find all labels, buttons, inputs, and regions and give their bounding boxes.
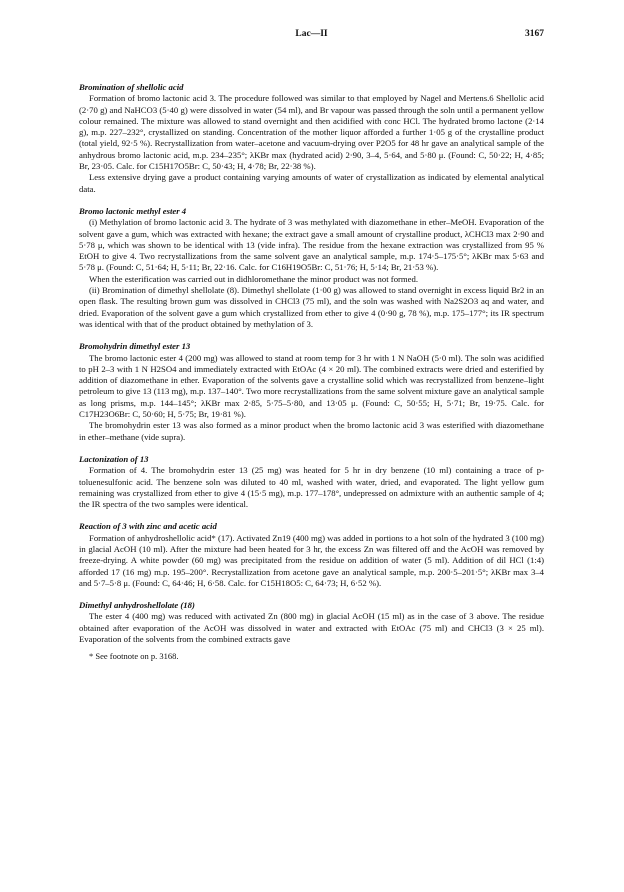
page-number: 3167: [525, 29, 544, 39]
running-header: [79, 29, 544, 41]
paragraph: (i) Methylation of bromo lactonic acid 3. The hydrate of 3 was methylated with diazomethane in ether–MeOH. Evaporation of the solvent gave a gum, which was extracted with hexane; the extract gave a small amount of crystalline product, λCHCl3 max 2·90 and 5·78 μ, which was shown to be identical with 13 (vide infra). The residue from the hexane extraction was crystallized from 95 % EtOH to give 4. Two recrystallizations from the same solvent gave an analytical sample, m.p. 174·5–175·5°; λKBr max 5·63 and 5·78 μ. (Found: C, 51·64; H, 5·11; Br, 22·16. Calc. for C16H19O5Br: C, 51·76; H, 5·14; Br, 21·53 %).: [79, 217, 544, 273]
section-heading: Dimethyl anhydroshellolate (18): [79, 600, 195, 611]
section-heading: Bromo lactonic methyl ester 4: [79, 205, 187, 216]
footnote: * See footnote on p. 3168.: [89, 651, 179, 662]
paragraph: The bromo lactonic ester 4 (200 mg) was allowed to stand at room temp for 3 hr with 1 N NaOH (5·0 ml). The soln was acidified to pH 2–3 with 1 N H2SO4 and immediately extracted with EtOAc (4 × 20 ml). The combined extracts were dried and esterified by addition of diazomethane in ether. Evaporation of the solvents gave a crystalline solid which was recrystallized from benzene–light petroleum to give 13 (113 mg), m.p. 137–140°. Two more recrystallizations from the same solvent mixture gave an analytical sample as long prisms, m.p. 144–145°; λKBr max 2·85, 5·75–5·80, and 13·05 μ. (Found: C, 50·55; H, 5·71; Br, 19·75. Calc. for C17H23O6Br: C, 50·60; H, 5·75; Br, 19·81 %).: [79, 352, 544, 420]
section-heading: Bromohydrin dimethyl ester 13: [79, 341, 191, 352]
paragraph: Less extensive drying gave a product containing varying amounts of water of crystallization as indicated by elemental analytical data.: [79, 172, 544, 194]
paragraph: Formation of anhydroshellolic acid* (17). Activated Zn19 (400 mg) was added in portions to a hot soln of the hydrated 3 (100 mg) in glacial AcOH (10 ml). After the mixture had been heated for 3 hr, the excess Zn was filtered off and the AcOH was removed by freeze-drying. A white powder (60 mg) was precipitated from the residue on addition of water (5 ml). Addition of dil HCl (1:4) afforded 17 (16 mg) m.p. 195–200°. Recrystallization from acetone gave an analytical sample, m.p. 200·5–201·5°; λKBr max 3–4 and 5·7–5·8 μ. (Found: C, 64·46; H, 6·58. Calc. for C15H18O5: C, 64·73; H, 6·52 %).: [79, 532, 544, 588]
section-heading: Reaction of 3 with zinc and acetic acid: [79, 521, 217, 532]
paragraph: The ester 4 (400 mg) was reduced with activated Zn (800 mg) in glacial AcOH (15 ml) as in the case of 3 above. The residue obtained after evaporation of the AcOH was dissolved in water and extracted with EtOAc (75 ml) and CHCl3 (3 × 25 ml). Evaporation of the solvents from the combined extracts gave: [79, 611, 544, 645]
paragraph: Formation of bromo lactonic acid 3. The procedure followed was similar to that employed by Nagel and Mertens.6 Shellolic acid (2·70 g) and NaHCO3 (5·40 g) were dissolved in water (54 ml), and Br vapour was passed through the soln until a permanent yellow colour remained. The mixture was allowed to stand overnight and then acidified with conc HCl. The hydrated bromo lactone (2·14 g), m.p. 227–232°, crystallized on standing. Concentration of the mother liquor afforded a further 1·05 g of the crystalline product (total yield, 92·5 %). Recrystallization from water–acetone and vacuum-drying over P2O5 for 48 hr gave an analytical sample of the anhydrous bromo lactonic acid, m.p. 234–235°; λKBr max (hydrated acid) 2·90, 3–4, 5·64, and 5·80 μ. (Found: C, 50·22; H, 4·85; Br, 23·05. Calc. for C15H17O5Br: C, 50·43; H, 4·78; Br, 22·38 %).: [79, 93, 544, 172]
paragraph: The bromohydrin ester 13 was also formed as a minor product when the bromo lactonic acid 3 was esterified with diazomethane in ether–methane (vide supra).: [79, 420, 544, 442]
article-body: [79, 82, 544, 663]
paragraph: When the esterification was carried out in didhloromethane the minor product was not formed.: [89, 273, 419, 284]
paragraph: Formation of 4. The bromohydrin ester 13 (25 mg) was heated for 5 hr in dry benzene (10 ml) containing a trace of p-toluenesulfonic acid. The benzene soln was diluted to 40 ml, washed with water, dried, and evaporated. The light yellow gum remaining was crystallized from ether to give 4 (15·5 mg), m.p. 177–178°, undepressed on admixture with an authentic sample of 4; the IR spectra of the two samples were identical.: [79, 465, 544, 510]
running-title: Lac—II: [295, 29, 328, 39]
paragraph: (ii) Bromination of dimethyl shellolate (8). Dimethyl shellolate (1·00 g) was allowed to stand overnight in excess liquid Br2 in an open flask. The resulting brown gum was dissolved in CHCl3 (75 ml), and the soln was washed with Na2S2O3 aq and water, and dried. Evaporation of the solvent gave a gum which crystallized from ether to give 4 (0·90 g, 78 %), m.p. 175–177°; its IR spectrum was identical with that of the product obtained by methylation of 3.: [79, 285, 544, 329]
section-heading: Lactonization of 13: [79, 453, 149, 464]
section-heading: Bromination of shellolic acid: [79, 82, 184, 92]
